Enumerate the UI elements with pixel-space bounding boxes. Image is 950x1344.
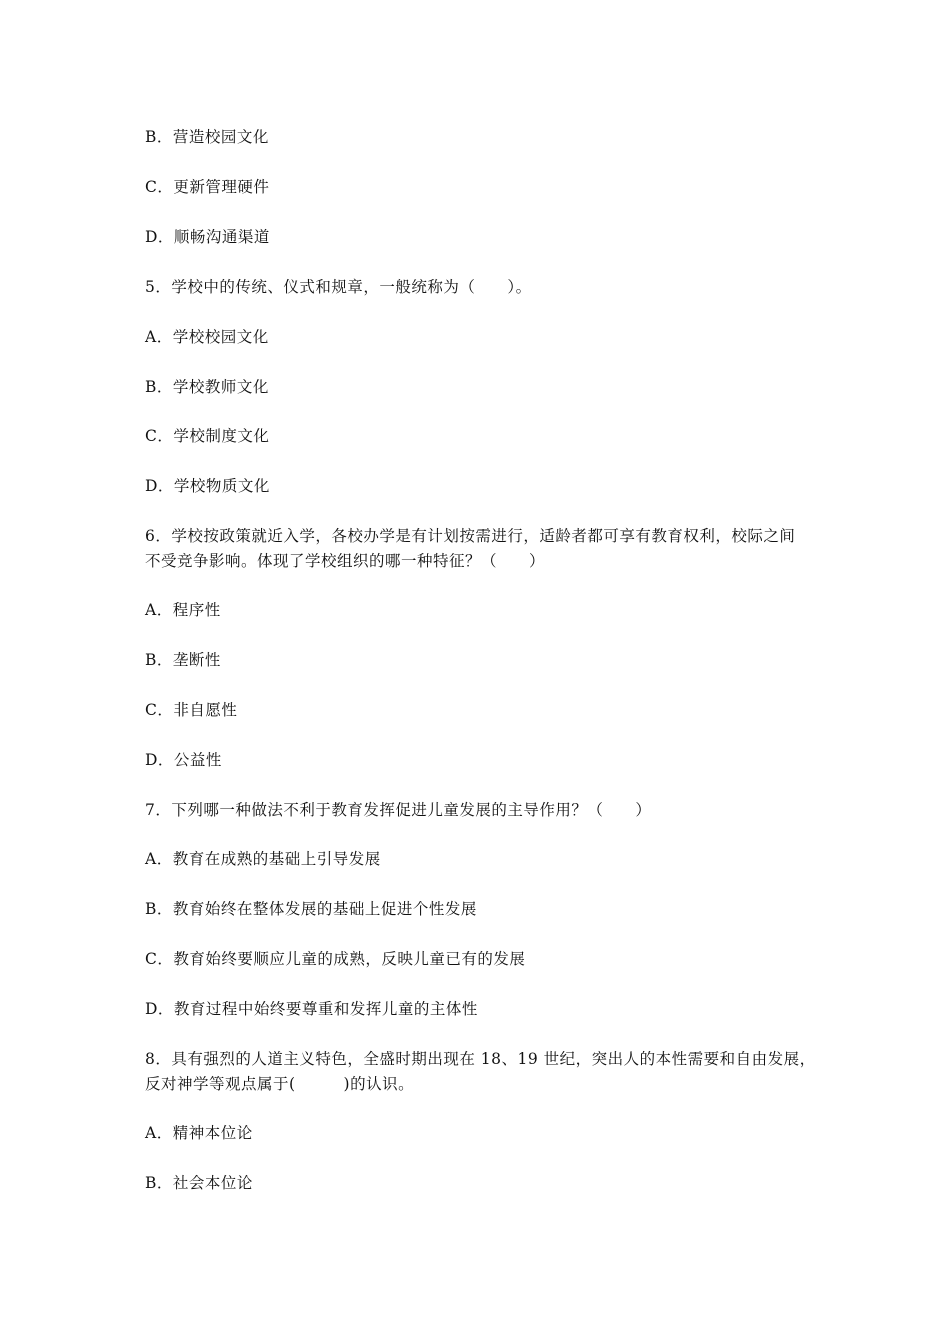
option-b-q7: B．教育始终在整体发展的基础上促进个性发展 [145, 900, 477, 918]
option-c-q7: C．教育始终要顺应儿童的成熟，反映儿童已有的发展 [145, 950, 526, 968]
option-c-q6: C．非自愿性 [145, 701, 238, 719]
question-8-line-2: 反对神学等观点属于( )的认识。 [145, 1075, 415, 1093]
option-b-q6: B．垄断性 [145, 651, 221, 669]
option-b-q8: B．社会本位论 [145, 1174, 253, 1192]
option-b-q5: B．学校教师文化 [145, 378, 269, 396]
question-8-line-1: 8．具有强烈的人道主义特色，全盛时期出现在 18、19 世纪，突出人的本性需要和自由发展， [145, 1050, 816, 1068]
option-d-q5: D．学校物质文化 [145, 477, 270, 495]
option-a-q6: A．程序性 [145, 601, 221, 619]
question-5: 5．学校中的传统、仪式和规章，一般统称为（ ）。 [145, 278, 532, 296]
option-b-q4: B．营造校园文化 [145, 128, 269, 146]
option-d-q7: D．教育过程中始终要尊重和发挥儿童的主体性 [145, 1000, 478, 1018]
option-c-q4: C．更新管理硬件 [145, 178, 270, 196]
option-a-q7: A．教育在成熟的基础上引导发展 [145, 850, 381, 868]
question-7: 7．下列哪一种做法不利于教育发挥促进儿童发展的主导作用？（ ） [145, 801, 652, 819]
option-d-q6: D．公益性 [145, 751, 222, 769]
option-a-q5: A．学校校园文化 [145, 328, 269, 346]
question-6-line-1: 6．学校按政策就近入学，各校办学是有计划按需进行，适龄者都可享有教育权利，校际之间 [145, 527, 796, 545]
option-c-q5: C．学校制度文化 [145, 427, 270, 445]
option-d-q4: D．顺畅沟通渠道 [145, 228, 270, 246]
question-6-line-2: 不受竞争影响。体现了学校组织的哪一种特征？（ ） [145, 552, 546, 570]
option-a-q8: A．精神本位论 [145, 1124, 253, 1142]
